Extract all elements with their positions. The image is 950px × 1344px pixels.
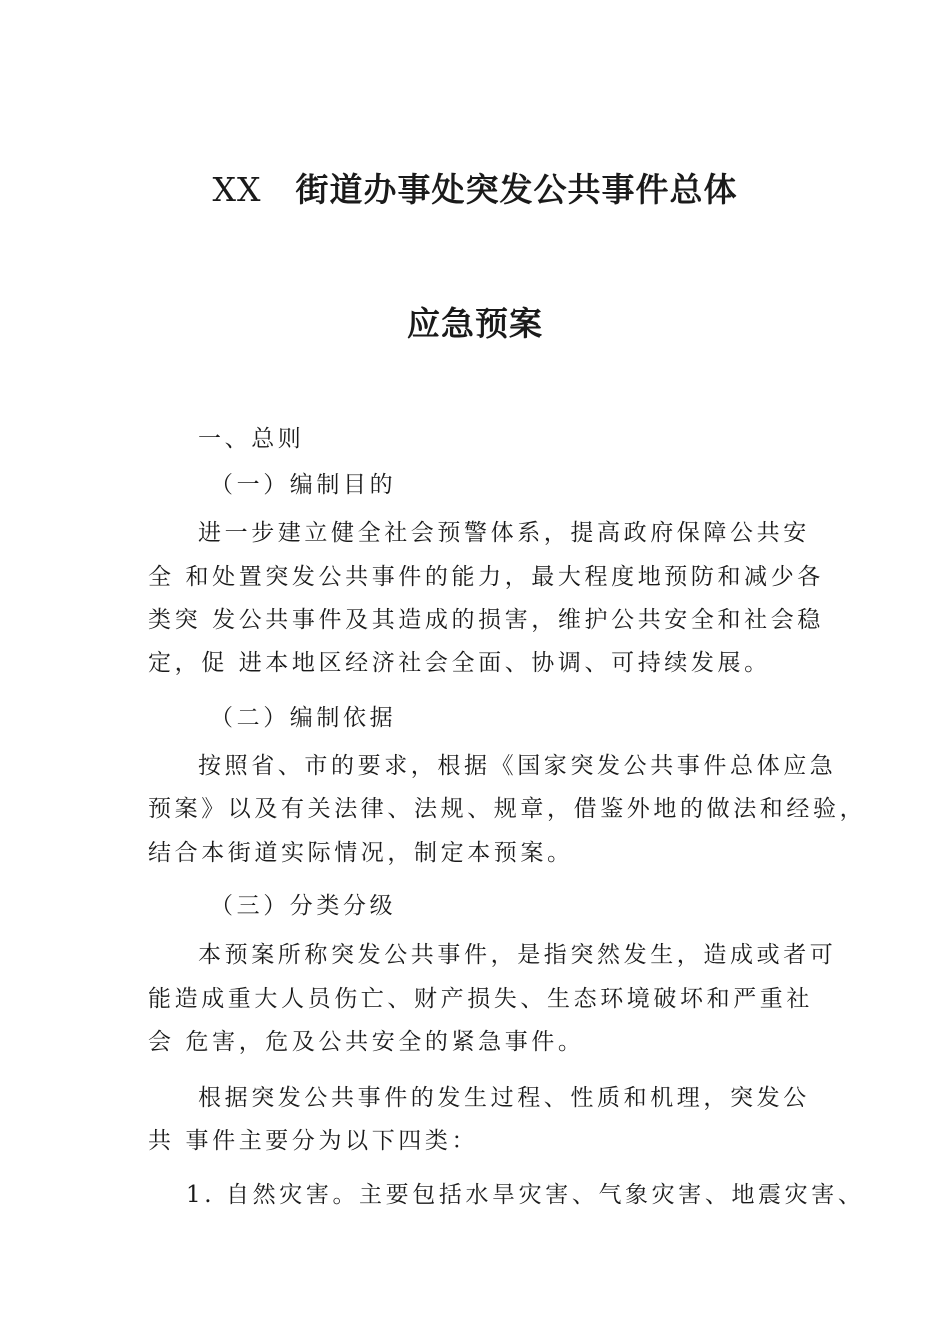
paragraph-line: 类突 发公共事件及其造成的损害，维护公共安全和社会稳: [148, 607, 824, 633]
title-text: 街道办事处突发公共事件总体: [295, 170, 738, 209]
subsection-heading-classification: （三）分类分级: [210, 893, 397, 919]
paragraph-line: 能造成重大人员伤亡、财产损失、生态环境破坏和严重社: [148, 986, 813, 1012]
subsection-heading-basis: （二）编制依据: [210, 705, 397, 731]
title-prefix: XX: [212, 170, 262, 209]
list-item-natural-disasters: 1. 自然灾害。主要包括水旱灾害、气象灾害、地震灾害、: [186, 1182, 865, 1208]
paragraph-line: 根据突发公共事件的发生过程、性质和机理，突发公: [198, 1085, 810, 1111]
paragraph-line: 预案》以及有关法律、法规、规章，借鉴外地的做法和经验，: [148, 796, 867, 822]
paragraph-line: 本预案所称突发公共事件，是指突然发生，造成或者可: [198, 942, 837, 968]
paragraph-line: 会 危害，危及公共安全的紧急事件。: [148, 1029, 585, 1055]
document-title-line-2: 应急预案: [407, 304, 543, 343]
document-title-line-1: [0, 164, 950, 211]
paragraph-line: 全 和处置突发公共事件的能力，最大程度地预防和减少各: [148, 564, 824, 590]
section-heading-general: 一、总则: [198, 426, 305, 452]
paragraph-line: 按照省、市的要求，根据《国家突发公共事件总体应急: [198, 753, 837, 779]
paragraph-line: 定，促 进本地区经济社会全面、协调、可持续发展。: [148, 650, 771, 676]
paragraph-line: 结合本街道实际情况，制定本预案。: [148, 840, 574, 866]
paragraph-line: 共 事件主要分为以下四类：: [148, 1128, 479, 1154]
paragraph-line: 进一步建立健全社会预警体系，提高政府保障公共安: [198, 520, 810, 546]
subsection-heading-purpose: （一）编制目的: [210, 472, 397, 498]
